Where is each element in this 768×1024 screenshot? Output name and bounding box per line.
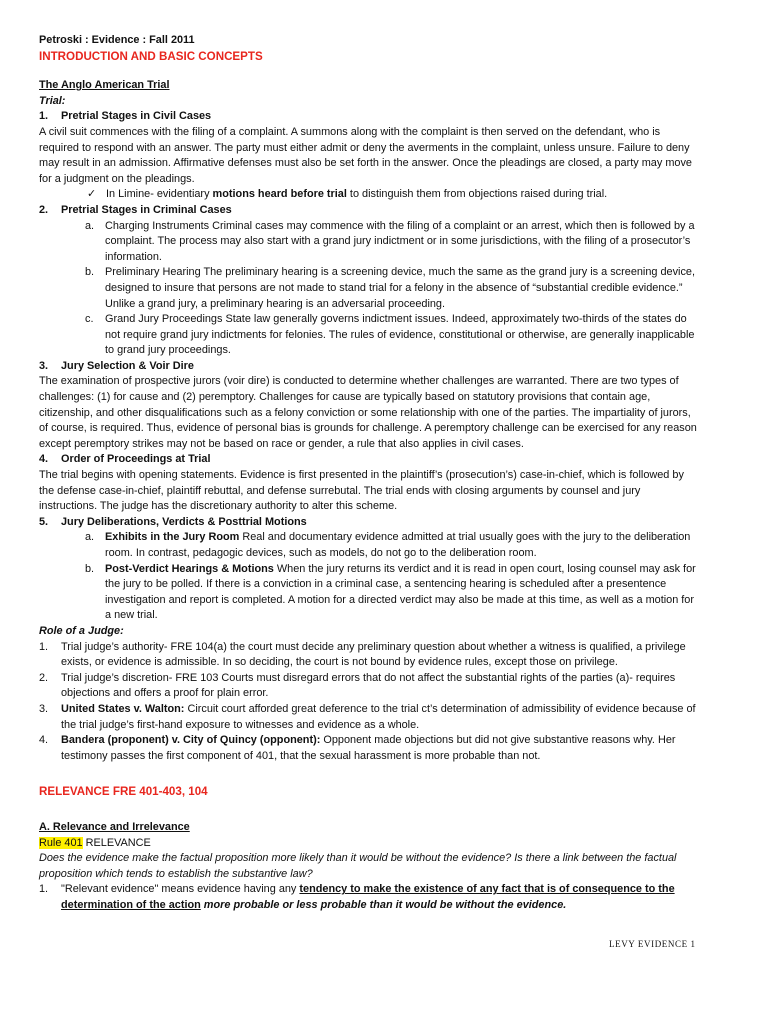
limine-lead: In Limine- evidentiary <box>106 188 213 201</box>
sub-letter: a. <box>85 219 95 232</box>
list-number: 3. <box>39 359 49 372</box>
sub-letter: b. <box>85 562 95 575</box>
item-text: Circuit court afforded great deference to the trial ct’s determination of admissibility of evidence because of the trial judge’s first-hand exposure to witnesses and evidence as a whole. <box>61 702 696 731</box>
sub-letter: a. <box>85 531 95 544</box>
relevance-subheading: A. Relevance and Irrelevance <box>39 820 190 833</box>
main-title: INTRODUCTION AND BASIC CONCEPTS <box>39 49 263 63</box>
item-text: Trial judge’s discretion- FRE 103 Courts must disregard errors that do not affect the substantial rights of the parties (a)- requires objections and offers a proof for plain error. <box>61 671 676 700</box>
list-number: 1. <box>39 640 49 653</box>
relevance-title: RELEVANCE FRE 401-403, 104 <box>39 785 208 799</box>
list-number: 5. <box>39 515 49 528</box>
sub-text: When the jury returns its verdict and it is read in open court, losing counsel may ask for the jury to be polled. If there is a conviction in a criminal case, a sentencing hearing is scheduled after a presentence investigation and report is completed. A motion for a directed verdict may also be made at this time, as well as a motion for a new trial. <box>105 562 696 622</box>
sub-letter: c. <box>85 313 94 326</box>
list-item <box>39 515 699 531</box>
rule-label-highlight: Rule 401 <box>39 836 83 849</box>
sub-text: Real and documentary evidence admitted at trial usually goes with the jury to the deliberation room. In contrast, pedagogic devices, such as models, do not go to the deliberation room. <box>105 531 691 559</box>
document-body <box>39 33 699 913</box>
rule-line <box>39 836 699 852</box>
list-number: 3. <box>39 702 49 715</box>
page-footer: LEVY EVIDENCE 1 <box>609 939 696 949</box>
list-number: 2. <box>39 671 49 684</box>
list-item <box>39 702 699 733</box>
list-item <box>39 882 699 913</box>
list-number: 1. <box>39 110 49 123</box>
civil-paragraph: A civil suit commences with the filing of a complaint. A summons along with the complaint is then served on the defendant, who is required to respond with an answer. The party must either admit or deny the averments in the complaint, unless unsure. Failure to deny may result in an admission. Affirmative defenses must also be set forth in the answer. Once the pleadings are closed, a party may move for a judgment on the pleadings. <box>39 125 692 185</box>
rule-name: RELEVANCE <box>82 836 151 849</box>
item-title: Order of Proceedings at Trial <box>61 453 211 466</box>
sub-text: Preliminary Hearing The preliminary hearing is a screening device, much the same as the grand jury is a screening device, designed to insure that persons are not made to stand trial for a felony in the absence of “substantial credible evidence.” Unlike a grand jury, a preliminary hearing is an adversarial proceeding. <box>105 266 695 310</box>
sub-item <box>39 530 699 561</box>
list-number: 1. <box>39 883 49 896</box>
list-item <box>39 359 699 375</box>
list-item <box>39 452 699 468</box>
def-underlined: tendency to make the existence of any fact that is of consequence to the determination of the action <box>61 883 675 911</box>
course-line: Petroski : Evidence : Fall 2011 <box>39 34 195 46</box>
item-title: Jury Selection & Voir Dire <box>61 359 194 372</box>
trial-subheading: Trial: <box>39 94 66 107</box>
case-name: Bandera (proponent) v. City of Quincy (opponent): <box>61 734 321 747</box>
list-number: 4. <box>39 453 49 466</box>
sub-letter: b. <box>85 266 95 279</box>
sub-item <box>39 219 699 266</box>
list-item <box>39 640 699 671</box>
checklist-item <box>39 187 699 203</box>
case-name: United States v. Walton: <box>61 702 185 715</box>
item-title: Pretrial Stages in Criminal Cases <box>61 203 232 216</box>
trial-heading: The Anglo American Trial <box>39 79 170 92</box>
judge-heading: Role of a Judge: <box>39 624 124 637</box>
list-number: 4. <box>39 734 49 747</box>
sub-bold: Post-Verdict Hearings & Motions <box>105 562 274 575</box>
sub-text: Grand Jury Proceedings State law generally governs indictment issues. Indeed, approximately two-thirds of the states do not require grand jury indictments for felonies. The rules of evidence, constitutional or otherwise, are generally inapplicable to grand jury proceedings. <box>105 313 695 357</box>
item-title: Pretrial Stages in Civil Cases <box>61 110 212 123</box>
sub-item <box>39 265 699 312</box>
item-text: Opponent made objections but did not give substantive reasons why. Her testimony passes the first component of 401, that the sexual harassment is more probable than not. <box>61 734 676 762</box>
list-item <box>39 671 699 702</box>
checkmark-icon: ✓ <box>87 188 97 201</box>
order-paragraph: The trial begins with opening statements. Evidence is first presented in the plaintiff’s (prosecution’s) case-in-chief, which is followed by the defense case-in-chief, plaintiff rebuttal, and defense surrebutal. The trial ends with closing arguments by counsel and jury instructions. The judge has the discretionary authority to alter this scheme. <box>39 469 684 513</box>
limine-bold: motions heard before trial <box>212 188 347 201</box>
sub-item <box>39 562 699 624</box>
relevance-question: Does the evidence make the factual proposition more likely than it would be without the evidence? Is there a link between the factual proposition which tends to establish the substantive law? <box>39 852 677 880</box>
sub-item <box>39 312 699 359</box>
limine-rest: to distinguish them from objections raised during trial. <box>346 188 608 201</box>
list-number: 2. <box>39 203 49 216</box>
list-item <box>39 203 699 219</box>
jury-paragraph: The examination of prospective jurors (voir dire) is conducted to determine whether challenges are warranted. There are two types of challenges: (1) for cause and (2) peremptory. Challenges for cause are typically based on statutory provisions that contain age, citizenship, and other disqualifications such as a felony conviction or some relationship with one of the parties. The impartiality of jurors, of course, is required. Thus, evidence of personal bias is grounds for challenge. A peremptory challenge can be exercised for any reason except peremptory strikes may not be based on race or gender, a rule that also applies in civil cases. <box>39 375 697 450</box>
list-item <box>39 733 699 764</box>
item-text: Trial judge’s authority- FRE 104(a) the court must decide any preliminary question about whether a witness is qualified, a privilege exists, or evidence is admissible. In so deciding, the court is not bound by evidence rules, except those on privilege. <box>61 640 686 669</box>
sub-text: Charging Instruments Criminal cases may commence with the filing of a complaint or an arrest, which then is followed by a complaint. The process may also start with a grand jury indictment or in some jurisdictions, with the filing of a prosecutor’s information. <box>105 219 695 263</box>
def-tail: more probable or less probable than it would be without the evidence. <box>200 898 567 911</box>
list-item <box>39 109 699 125</box>
def-lead: "Relevant evidence" means evidence having any <box>61 883 300 896</box>
item-title: Jury Deliberations, Verdicts & Posttrial Motions <box>61 515 307 528</box>
sub-bold: Exhibits in the Jury Room <box>105 531 240 544</box>
